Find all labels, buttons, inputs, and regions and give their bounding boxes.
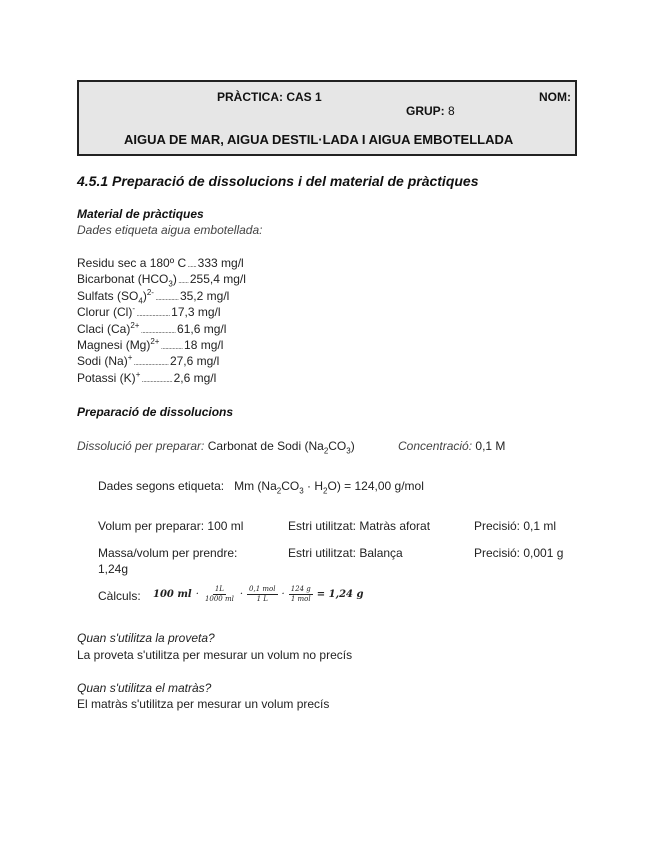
precisio1-value: 0,1 ml [523, 519, 557, 533]
fraction-1: $\frac{1L}{1000 ml}$ [204, 585, 234, 603]
section-title: 4.5.1 Preparació de dissolucions i del material de pràctiques [77, 173, 479, 189]
material-value: 27,6 mg/l [169, 354, 220, 369]
precisio2-line: Precisió: 0,001 g [474, 546, 564, 560]
estri1-value: Matràs aforat [359, 519, 431, 533]
question-1: Quan s'utilitza la proveta? [77, 631, 215, 645]
calc-formula: 100 ml · $\frac{1L}{1000 ml}$ · $\frac{\text{0,1 mol}}{1 L}$ · $\frac{124 g}{\text{1 mol}}$ = 1,24 g [153, 585, 364, 603]
material-item: Sodi (Na)+ ........................ 27,6 mg/l [77, 353, 220, 369]
grup-label: GRUP: 8 [406, 104, 455, 118]
mm-value: Mm $(Na_2CO_3 \cdot H_2O) = 124,00$ g/mol [234, 479, 424, 496]
fraction-3: $\frac{124 g}{\text{1 mol}}$ [290, 585, 311, 603]
prep-label: Dissolució per preparar: [77, 439, 205, 453]
dades-label: Dades segons etiqueta: [98, 479, 225, 493]
prep-value: Carbonat de Sodi $(Na_2CO_3)$ [207, 439, 355, 456]
prep-line [77, 439, 355, 456]
material-item: Claci $(Ca)^{2+}$ ........................ 61,6 mg/l [77, 320, 227, 336]
material-item: Magnesi $(Mg)^{2+}$ ............... 18 mg/l [77, 337, 224, 352]
material-value: 35,2 mg/l [179, 288, 230, 303]
material-value: 61,6 mg/l [177, 321, 227, 336]
material-value: 333 mg/l [197, 256, 244, 270]
massa-label: Massa/volum per prendre: [98, 546, 238, 560]
precisio2-value: 0,001 g [523, 546, 564, 560]
calc-start: 100 ml [153, 589, 192, 600]
calculs-label: Càlculs: [98, 589, 141, 603]
dissolucions-heading: Preparació de dissolucions [77, 405, 234, 419]
nom-label: NOM: [539, 90, 571, 104]
calc-result: = 1,24 g [316, 589, 364, 600]
volum-value: 100 ml [207, 519, 244, 533]
estri2-value: Balança [359, 546, 403, 560]
material-item: Residu sec a 180º C ...... 333 mg/l [77, 256, 244, 270]
conc-value: 0,1 M [475, 439, 506, 453]
estri2-line: Estri utilitzat: Balança [288, 546, 403, 560]
material-heading: Material de pràctiques [77, 207, 204, 221]
material-item: Bicarbonat $(HCO_3)$ ....... 255,4 mg/l [77, 272, 246, 289]
answer-2: El matràs s'utilitza per mesurar un volum precís [77, 697, 330, 711]
answer-1: La proveta s'utilitza per mesurar un volum no precís [77, 648, 353, 662]
question-2: Quan s'utilitza el matràs? [77, 681, 212, 695]
material-item: Clorur (Cl)- ....................... 17,3 mg/l [77, 304, 221, 320]
material-value: 17,3 mg/l [171, 305, 221, 320]
material-value: 255,4 mg/l [189, 272, 246, 287]
material-subheading: Dades etiqueta aigua embotellada: [77, 223, 263, 237]
volum-line: Volum per preparar: 100 ml [98, 519, 244, 533]
material-value: 18 mg/l [184, 338, 224, 352]
massa-value: 1,24g [98, 562, 129, 576]
material-value: 2,6 mg/l [173, 370, 217, 385]
fraction-2: $\frac{\text{0,1 mol}}{1 L}$ [249, 585, 276, 603]
precisio1-line: Precisió: 0,1 ml [474, 519, 557, 533]
conc-line [398, 439, 505, 453]
material-item: Potassi (K)+ ..................... 2,6 mg/l [77, 369, 217, 385]
conc-label: Concentració: [398, 439, 473, 453]
practica-label: PRÀCTICA: CAS 1 [217, 90, 322, 104]
estri1-line: Estri utilitzat: Matràs aforat [288, 519, 431, 533]
header-box [77, 80, 577, 156]
material-item: Sulfats $(SO_4)^{2-}$ ................ 35,2 mg/l [77, 287, 230, 306]
header-title: AIGUA DE MAR, AIGUA DESTIL·LADA I AIGUA EMBOTELLADA [124, 132, 514, 147]
dades-line [98, 479, 424, 496]
grup-value: 8 [448, 104, 455, 118]
